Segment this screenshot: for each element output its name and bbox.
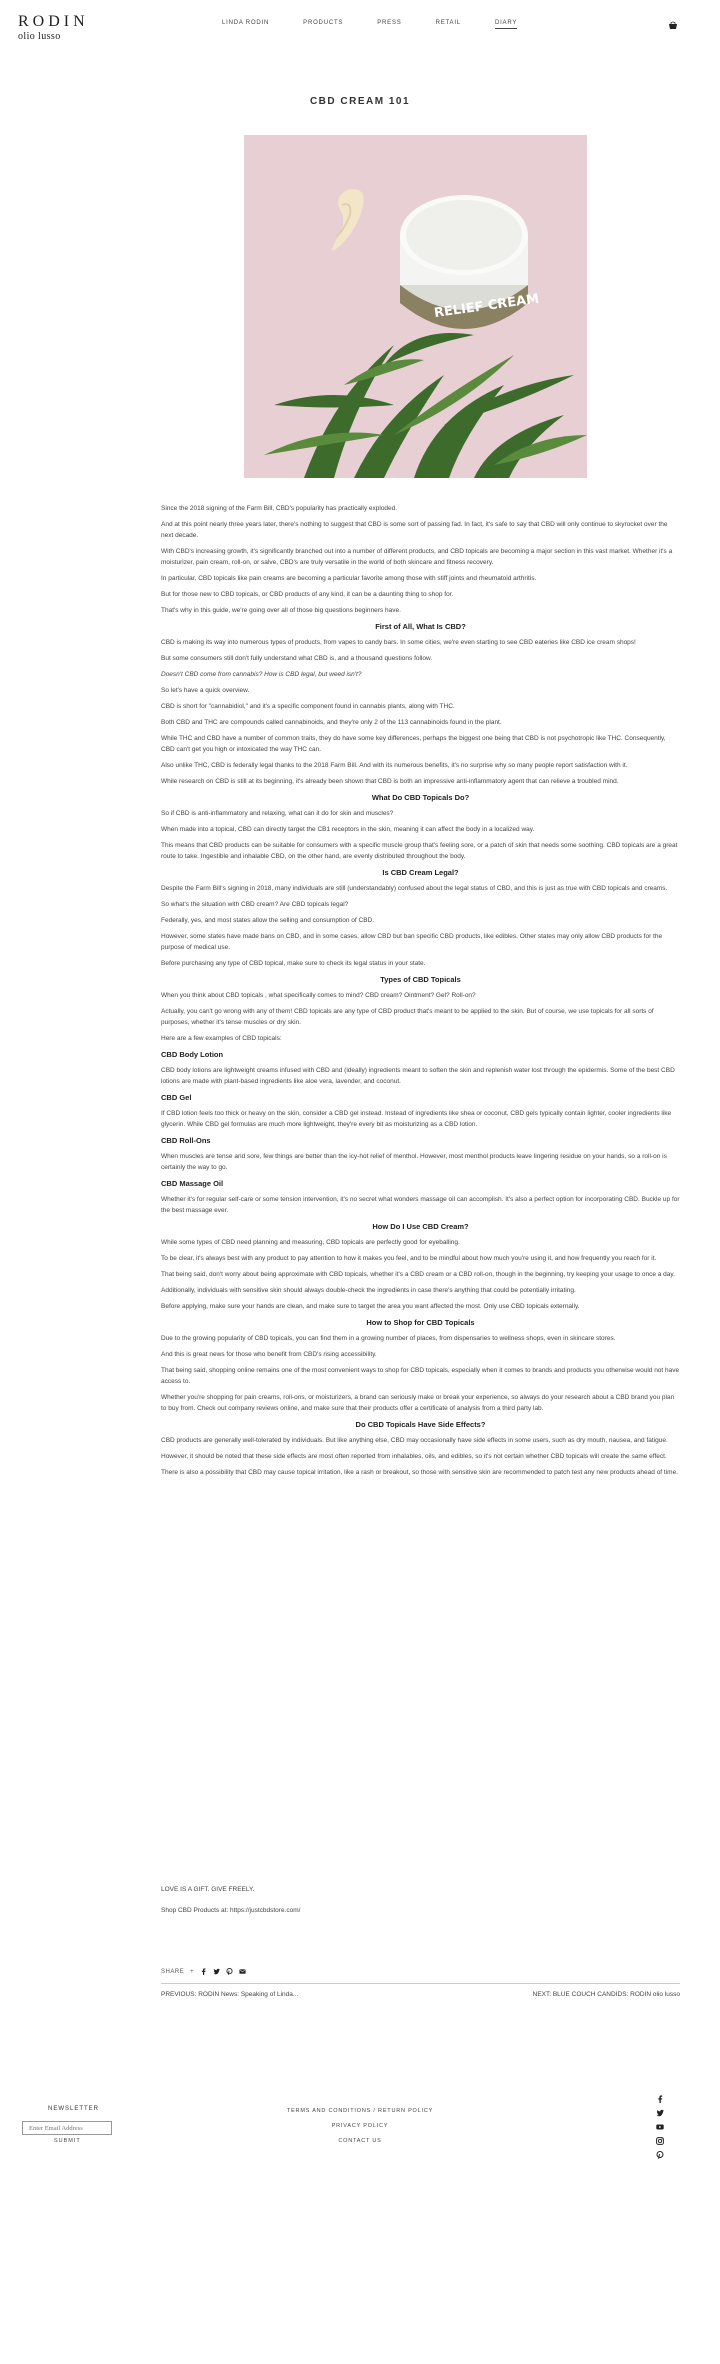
subsection-heading: CBD Body Lotion xyxy=(161,1050,224,1059)
email-icon[interactable] xyxy=(239,1968,246,1975)
paragraph: To be clear, it's always best with any product to pay attention to how it makes you feel, and to be mindful about how much you're using it, and how frequently you reach for it. xyxy=(161,1255,657,1262)
pinterest-icon[interactable] xyxy=(656,2151,664,2159)
paragraph: That being said, don't worry about being approximate with CBD topicals, whether it's a CBD cream or a CBD roll-on, though in the beginning, try keeping your usage to once a day. xyxy=(161,1271,675,1278)
youtube-icon[interactable] xyxy=(656,2123,664,2131)
paragraph: When you think about CBD topicals , what specifically comes to mind? CBD cream? Ointment? Gel? Roll-on? xyxy=(161,992,476,999)
paragraph: While THC and CBD have a number of common traits, they do have some key differences, perhaps the biggest one being that CBD is not psychotropic like THC. Consequently, CBD can't get you high or intoxicated the way THC can. xyxy=(161,735,666,753)
article-body xyxy=(161,503,680,1483)
paragraph: And at this point nearly three years later, there's nothing to suggest that CBD is some sort of passing fad. In fact, it's safe to say that CBD will only continue to skyrocket over the next decade. xyxy=(161,521,668,539)
section-heading: How Do I Use CBD Cream? xyxy=(372,1222,469,1231)
facebook-icon[interactable] xyxy=(656,2095,664,2103)
paragraph: Doesn't CBD come from cannabis? How is CBD legal, but weed isn't? xyxy=(161,671,362,678)
paragraph: While some types of CBD need planning and measuring, CBD topicals are perfectly good for eyeballing. xyxy=(161,1239,460,1246)
cart-icon[interactable] xyxy=(668,18,678,28)
paragraph: With CBD's increasing growth, it's significantly branched out into a number of different products, and CBD topicals are becoming a major section in this vast market. Whether it's a moisturizer, pain cream, roll-on, or salve, CBD's are truly versatile in the world of both skincare and fitness recovery. xyxy=(161,548,673,566)
paragraph: So what's the situation with CBD cream? Are CBD topicals legal? xyxy=(161,901,349,908)
paragraph: But for those new to CBD topicals, or CBD products of any kind, it can be a daunting thing to shop for. xyxy=(161,591,454,598)
paragraph: In particular, CBD topicals like pain creams are becoming a particular favorite among those with stiff joints and rheumatoid arthritis. xyxy=(161,575,537,582)
paragraph: CBD is short for "cannabidiol," and it's a specific component found in cannabis plants, along with THC. xyxy=(161,703,455,710)
article-outro xyxy=(161,1884,680,1926)
paragraph: Both CBD and THC are compounds called cannabinoids, and they're only 2 of the 113 cannabinoids found in the plant. xyxy=(161,719,502,726)
paragraph: That's why in this guide, we're going over all of those big questions beginners have. xyxy=(161,607,401,614)
section-heading: What Do CBD Topicals Do? xyxy=(371,793,470,802)
paragraph: There is also a possibility that CBD may cause topical irritation, like a rash or breakout, so those with sensitive skin are recommended to patch test any new products ahead of time. xyxy=(161,1469,679,1476)
paragraph: So let's have a quick overview. xyxy=(161,687,250,694)
subsection-heading: CBD Massage Oil xyxy=(161,1179,224,1188)
terms-link[interactable]: TERMS AND CONDITIONS / RETURN POLICY xyxy=(286,2108,434,2114)
share-plus-icon: + xyxy=(190,1968,195,1975)
social-links xyxy=(656,2095,664,2159)
hero-illustration xyxy=(244,135,587,478)
paragraph: Here are a few examples of CBD topicals: xyxy=(161,1035,282,1042)
paragraph: CBD products are generally well-tolerated by individuals. But like anything else, CBD may occasionally have side effects in some users, such as dry mouth, nausea, and fatigue. xyxy=(161,1437,668,1444)
pinterest-icon[interactable] xyxy=(226,1968,233,1975)
paragraph: CBD is making its way into numerous types of products, from vapes to candy bars. In some cities, we're even starting to see CBD eateries like CBD ice cream shops! xyxy=(161,639,636,646)
nav-press[interactable]: PRESS xyxy=(377,20,402,26)
paragraph: Also unlike THC, CBD is federally legal thanks to the 2018 Farm Bill. And with its numerous benefits, it's no surprise why so many people report satisfaction with it. xyxy=(161,762,628,769)
nav-linda-rodin[interactable]: LINDA RODIN xyxy=(222,20,270,26)
site-header xyxy=(0,0,720,48)
shop-link[interactable]: Shop CBD Products at: https://justcbdstore.com/ xyxy=(161,1907,301,1914)
footer-links xyxy=(0,2108,720,2153)
facebook-icon[interactable] xyxy=(200,1968,207,1975)
subsection-heading: CBD Gel xyxy=(161,1093,192,1102)
paragraph: Before applying, make sure your hands are clean, and make sure to target the area you want affected the most. Only use CBD topicals externally. xyxy=(161,1303,580,1310)
paragraph: CBD body lotions are lightweight creams infused with CBD and (ideally) ingredients meant to soften the skin and replenish water lost through the epidermis. Some of the best CBD lotions are made with plant-based ingredients like aloe vera, lavender, and coconut. xyxy=(161,1067,675,1085)
paragraph: So if CBD is anti-inflammatory and relaxing, what can it do for skin and muscles? xyxy=(161,810,394,817)
pagination-divider xyxy=(161,1983,680,1984)
paragraph: Federally, yes, and most states allow the selling and consumption of CBD. xyxy=(161,917,375,924)
paragraph: When made into a topical, CBD can directly target the CB1 receptors in the skin, meaning it can affect the body in a localized way. xyxy=(161,826,535,833)
instagram-icon[interactable] xyxy=(656,2137,664,2145)
twitter-icon[interactable] xyxy=(213,1968,220,1975)
paragraph: If CBD lotion feels too thick or heavy on the skin, consider a CBD gel instead. Instead of ingredients like shea or coconut, CBD gels typically contain lighter, cooler ingredients like glycerin. While CBD gel formulas are much more lightweight, they're every bit as moisturizing as a CBD lotion. xyxy=(161,1110,672,1128)
section-heading: Do CBD Topicals Have Side Effects? xyxy=(355,1420,486,1429)
section-heading: Types of CBD Topicals xyxy=(380,975,461,984)
twitter-icon[interactable] xyxy=(656,2109,664,2117)
paragraph: Whether it's for regular self-care or some tension intervention, it's no secret what wonders massage oil can accomplish. It's also a perfect option for incorporating CBD. Buckle up for the best massage ever. xyxy=(161,1196,680,1214)
paragraph: Before purchasing any type of CBD topical, make sure to check its legal status in your state. xyxy=(161,960,426,967)
nav-products[interactable]: PRODUCTS xyxy=(303,20,344,26)
paragraph: Since the 2018 signing of the Farm Bill, CBD's popularity has practically exploded. xyxy=(161,505,398,512)
article-title: CBD CREAM 101 xyxy=(309,96,411,107)
section-heading: How to Shop for CBD Topicals xyxy=(366,1318,475,1327)
subsection-heading: CBD Roll-Ons xyxy=(161,1136,211,1145)
logo-wordmark: RODIN xyxy=(18,13,89,30)
jar-label-text: RELIEF CREAM xyxy=(433,291,540,322)
paragraph: And this is great news for those who benefit from CBD's rising accessibility. xyxy=(161,1351,377,1358)
paragraph: However, it should be noted that these side effects are most often reported from inhalables, oils, and edibles, so it's not certain whether CBD topicals will create the same effect. xyxy=(161,1453,667,1460)
paragraph: Whether you're shopping for pain creams, roll-ons, or moisturizers, a brand can seriously make or break your experience, so always do your research about a CBD brand you plan to buy from. Check out company reviews online, and make sure that their products offer a certificate of analysis from a third party lab. xyxy=(161,1394,675,1412)
paragraph: While research on CBD is still at its beginning, it's already been shown that CBD is both an impressive anti-inflammatory agent that can relieve a troubled mind. xyxy=(161,778,619,785)
submit-button[interactable]: SUBMIT xyxy=(54,2138,81,2144)
next-post-link[interactable]: NEXT: BLUE COUCH CANDIDS: RODIN olio lusso xyxy=(532,1991,680,1998)
paragraph: That being said, shopping online remains one of the most convenient ways to shop for CBD topicals, especially when it comes to brands and products you otherwise would not have access to. xyxy=(161,1367,680,1385)
previous-post-link[interactable]: PREVIOUS: RODIN News: Speaking of Linda... xyxy=(161,1991,299,1998)
paragraph: Actually, you can't go wrong with any of them! CBD topicals are any type of CBD product that's meant to be applied to the skin. But of course, we use topicals for all sorts of purposes, whether it's tense muscles or dry skin. xyxy=(161,1008,654,1026)
paragraph: Additionally, individuals with sensitive skin should always double-check the ingredients in case there's anything that could be potentially irritating. xyxy=(161,1287,576,1294)
paragraph: This means that CBD products can be suitable for consumers with a specific muscle group that's feeling sore, or a patch of skin that needs some soothing. CBD topicals are a great route to take. Ingestible and inhalable CBD, on the other hand, are evenly distributed throughout the body. xyxy=(161,842,678,860)
contact-link[interactable]: CONTACT US xyxy=(338,2138,382,2144)
nav-diary[interactable]: DIARY xyxy=(495,20,517,29)
nav-retail[interactable]: RETAIL xyxy=(435,20,461,26)
tagline: LOVE IS A GIFT. GIVE FREELY. xyxy=(161,1886,255,1893)
section-heading: First of All, What Is CBD? xyxy=(375,622,466,631)
paragraph: But some consumers still don't fully understand what CBD is, and a thousand questions follow. xyxy=(161,655,433,662)
share-bar xyxy=(161,1968,246,1975)
main-nav xyxy=(222,20,551,29)
privacy-link[interactable]: PRIVACY POLICY xyxy=(331,2123,389,2129)
paragraph: When muscles are tense and sore, few things are better than the icy-hot relief of menthol. However, most menthol products leave lingering residue on your hands, so a roll-on is certainly the way to go. xyxy=(161,1153,667,1171)
logo-subtitle: olio lusso xyxy=(18,31,61,42)
share-label: SHARE xyxy=(161,1968,185,1975)
newsletter-title: NEWSLETTER xyxy=(48,2106,100,2112)
paragraph: However, some states have made bans on CBD, and in some cases, allow CBD but ban specific CBD products, like edibles. Other states may only allow CBD products for the purpose of medical use. xyxy=(161,933,663,951)
paragraph: Due to the growing popularity of CBD topicals, you can find them in a growing number of places, from dispensaries to wellness shops, even in skincare stores. xyxy=(161,1335,616,1342)
section-heading: Is CBD Cream Legal? xyxy=(382,868,459,877)
paragraph: Despite the Farm Bill's signing in 2018, many individuals are still (understandably) confused about the legal status of CBD, and this is just as true with CBD topicals and creams. xyxy=(161,885,668,892)
hero-image xyxy=(244,135,587,478)
brand-logo[interactable] xyxy=(18,14,98,43)
